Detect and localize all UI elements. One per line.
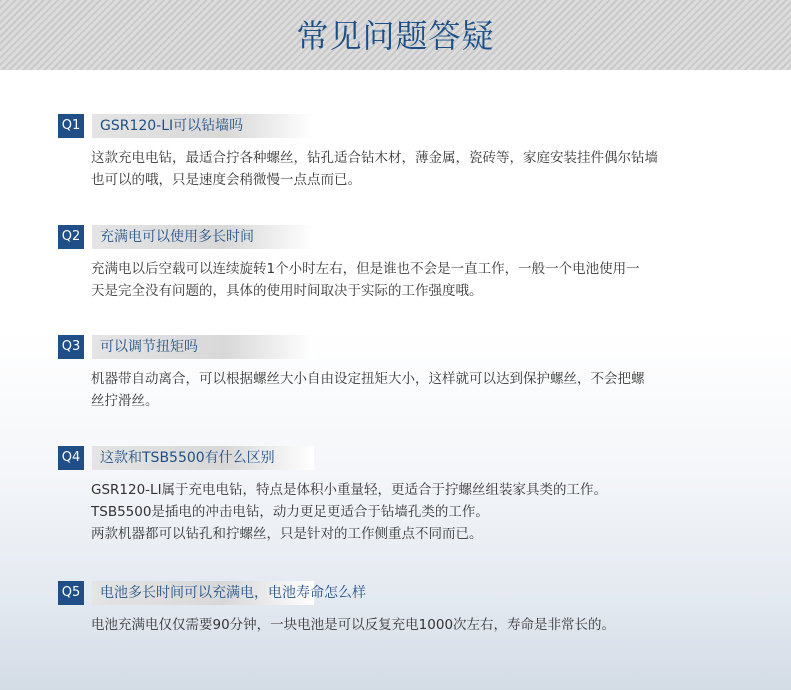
question-text: 充满电可以使用多长时间: [100, 229, 254, 245]
question-number-badge: Q1: [58, 114, 84, 138]
answer-line: 电池充满电仅仅需要90分钟，一块电池是可以反复充电1000次左右，寿命是非常长的。: [91, 617, 616, 633]
question-number-badge: Q5: [58, 581, 84, 605]
question-number-badge: Q4: [58, 446, 84, 470]
question-text: GSR120-LI可以钻墙吗: [100, 118, 244, 134]
answer-line: 这款充电电钻，最适合拧各种螺丝，钻孔适合钻木材，薄金属，瓷砖等，家庭安装挂件偶尔钻墙: [91, 150, 658, 166]
question-text: 这款和TSB5500有什么区别: [100, 450, 275, 466]
answer: [91, 614, 731, 636]
answer-line: TSB5500是插电的冲击电钻，动力更足更适合于钻墙孔类的工作。: [91, 504, 489, 520]
question-row: [58, 581, 738, 605]
answer-line: GSR120-LI属于充电电钻，特点是体积小重量轻，更适合于拧螺丝组装家具类的工作。: [91, 482, 608, 498]
answer-line: 充满电以后空载可以连续旋转1个小时左右，但是谁也不会是一直工作，一般一个电池使用一: [91, 261, 640, 277]
faq-item-3: [58, 335, 738, 412]
faq-item-5: [58, 581, 738, 636]
answer: [91, 479, 731, 545]
answer: [91, 368, 731, 412]
question-row: [58, 225, 738, 249]
question-number-badge: Q3: [58, 335, 84, 359]
page-title: 常见问题答疑: [296, 17, 495, 55]
answer: [91, 258, 731, 302]
question-text: 电池多长时间可以充满电，电池寿命怎么样: [100, 585, 366, 601]
answer-line: 丝拧滑丝。: [91, 393, 159, 409]
answer-line: 两款机器都可以钻孔和拧螺丝，只是针对的工作侧重点不同而已。: [91, 526, 483, 542]
answer: [91, 147, 731, 191]
question-text: 可以调节扭矩吗: [100, 339, 198, 355]
answer-line: 天是完全没有问题的，具体的使用时间取决于实际的工作强度哦。: [91, 283, 483, 299]
answer-line: 机器带自动离合，可以根据螺丝大小自由设定扭矩大小，这样就可以达到保护螺丝，不会把螺: [91, 371, 645, 387]
faq-item-1: [58, 114, 738, 191]
answer-line: 也可以的哦，只是速度会稍微慢一点点而已。: [91, 172, 361, 188]
question-row: [58, 335, 738, 359]
faq-item-4: [58, 446, 738, 545]
question-row: [58, 114, 738, 138]
faq-item-2: [58, 225, 738, 302]
question-row: [58, 446, 738, 470]
question-number-badge: Q2: [58, 225, 84, 249]
page-header: [0, 0, 791, 70]
